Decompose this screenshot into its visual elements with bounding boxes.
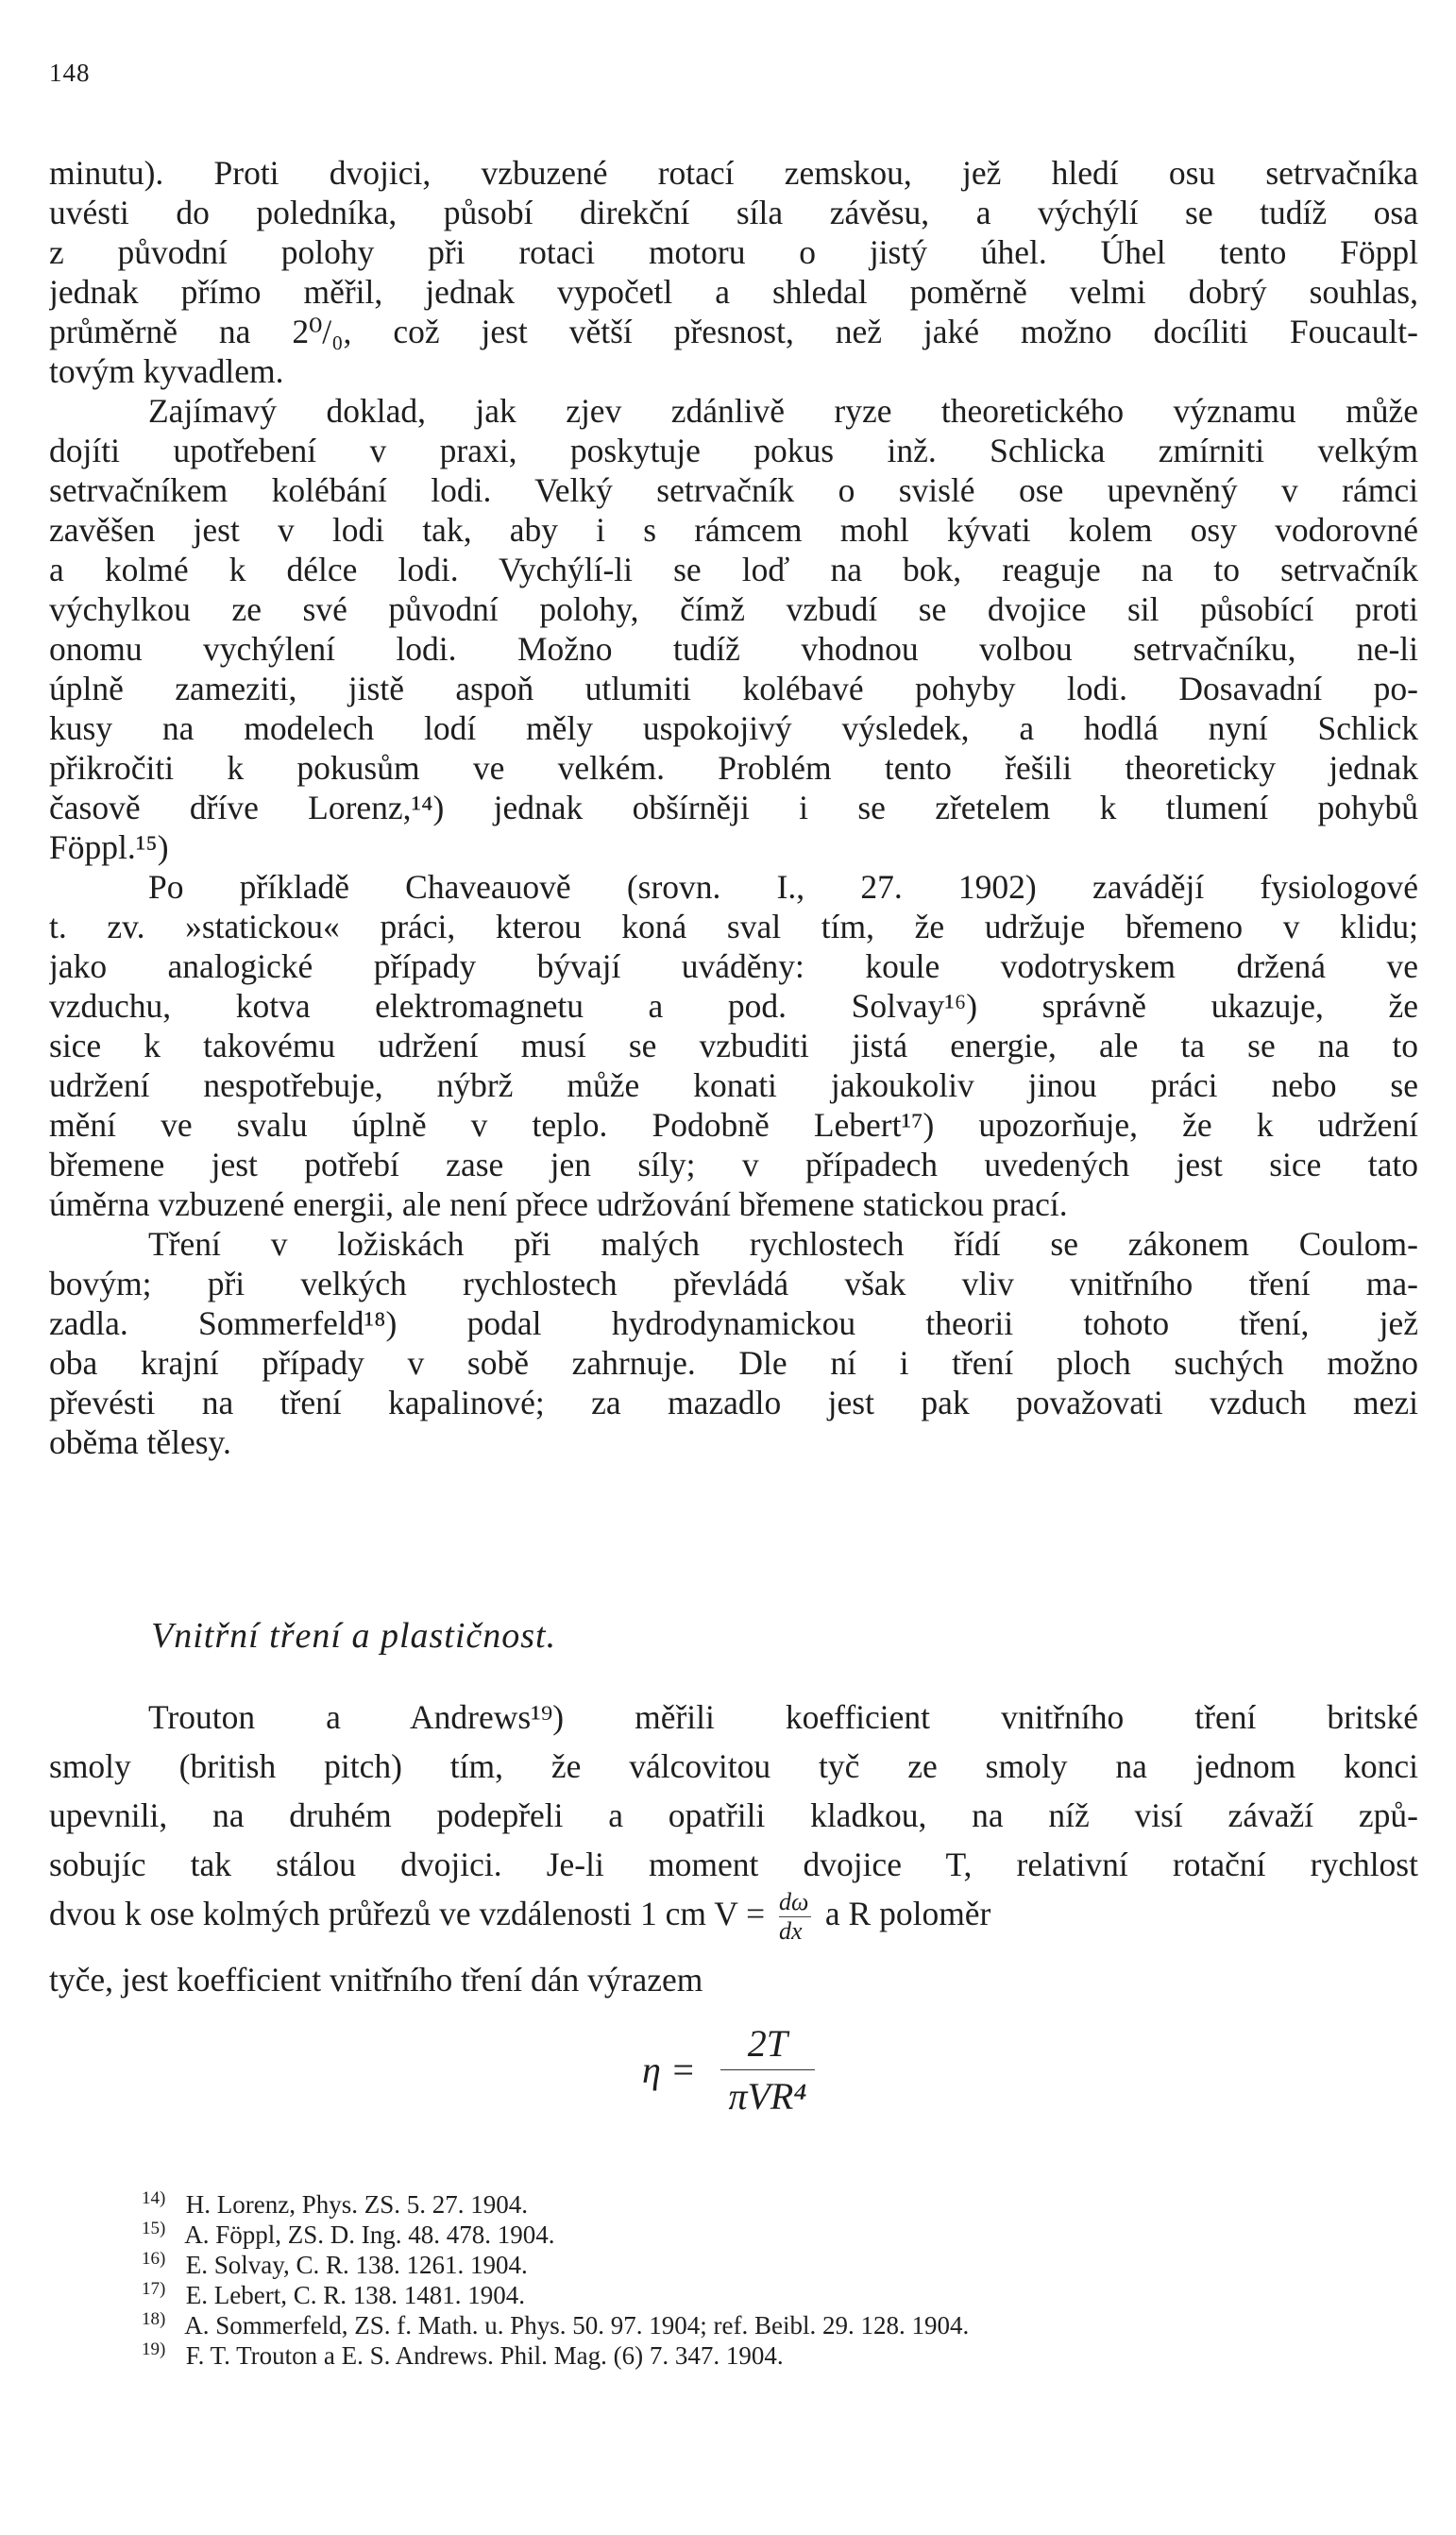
footnote-text: F. T. Trouton a E. S. Andrews. Phil. Mag. (6) 7. 347. 1904. [185, 2341, 784, 2370]
text-line: uvésti do poledníka, působí direkční síla závěsu, a výchýlí se tudíž osa [49, 194, 1418, 231]
text-line-with-fraction [49, 1889, 1418, 1955]
footnote-text: H. Lorenz, Phys. ZS. 5. 27. 1904. [185, 2190, 528, 2219]
text-line: kusy na modelech lodí měly uspokojivý výsledek, a hodlá nyní Schlick [49, 709, 1418, 747]
footnote: 18) A. Sommerfeld, ZS. f. Math. u. Phys. 50. 97. 1904; ref. Beibl. 29. 128. 1904. [142, 2309, 970, 2339]
equation-numerator: 2T [747, 2022, 787, 2065]
equation-fraction [720, 2021, 815, 2118]
text-line: tyče, jest koefficient vnitřního tření dán výrazem [49, 1961, 703, 1999]
text-line-part: dvou k ose kolmých průřezů ve vzdálenosti 1 cm V = [49, 1895, 766, 1932]
text-line: zadla. Sommerfeld¹⁸) podal hydrodynamickou theorii tohoto tření, jež [49, 1304, 1418, 1342]
fraction-denominator: dx [779, 1917, 803, 1946]
text-line: Trouton a Andrews¹⁹) měřili koefficient vnitřního tření britské [148, 1698, 1418, 1736]
text-line: sobujíc tak stálou dvojici. Je-li moment dvojice T, relativní rotační rychlost [49, 1846, 1418, 1883]
text-line: udržení nespotřebuje, nýbrž může konati jakoukoliv jinou práci nebo se [49, 1066, 1418, 1104]
text-line: oba krajní případy v sobě zahrnuje. Dle ní i tření ploch suchých možno [49, 1344, 1418, 1382]
equation-lhs: η = [642, 2049, 696, 2091]
footnote: 15) A. Föppl, ZS. D. Ing. 48. 478. 1904. [142, 2219, 555, 2249]
text-line: tovým kyvadlem. [49, 352, 284, 390]
fraction-bar [720, 2069, 815, 2070]
text-line: břemene jest potřebí zase jen síly; v případech uvedených jest sice tato [49, 1146, 1418, 1183]
section-heading: Vnitřní tření a plastičnost. [151, 1616, 557, 1656]
text-line: Tření v ložiskách při malých rychlostech řídí se zákonem Coulom- [148, 1225, 1418, 1263]
text-line: a kolmé k délce lodi. Vychýlí-li se loď na bok, reaguje na to setrvačník [49, 551, 1418, 588]
text-line: převésti na tření kapalinové; za mazadlo jest pak považovati vzduch mezi [49, 1384, 1418, 1421]
body-text [49, 153, 1418, 1462]
text-line: úplně zameziti, jistě aspoň utlumiti kolébavé pohyby lodi. Dosavadní po- [49, 670, 1418, 707]
text-line: zavěšen jest v lodi tak, aby i s rámcem mohl kývati kolem osy vodorovné [49, 511, 1418, 549]
text-line: bovým; při velkých rychlostech převládá však vliv vnitřního tření ma- [49, 1265, 1418, 1302]
text-line: upevnili, na druhém podepřeli a opatřili kladkou, na níž visí závaží způ- [49, 1796, 1418, 1834]
footnote-text: A. Sommerfeld, ZS. f. Math. u. Phys. 50. 97. 1904; ref. Beibl. 29. 128. 1904. [184, 2311, 970, 2339]
footnote-text: A. Föppl, ZS. D. Ing. 48. 478. 1904. [184, 2220, 555, 2249]
fraction-numerator: dω [779, 1889, 809, 1916]
footnote: 14) H. Lorenz, Phys. ZS. 5. 27. 1904. [142, 2188, 528, 2219]
body-text-section [49, 1693, 1418, 2004]
footnote-text: E. Solvay, C. R. 138. 1261. 1904. [185, 2251, 528, 2279]
footnote: 17) E. Lebert, C. R. 138. 1481. 1904. [142, 2279, 525, 2309]
text-line: dojíti upotřebení v praxi, poskytuje pokus inž. Schlicka zmírniti velkým [49, 432, 1418, 469]
text-line: onomu vychýlení lodi. Možno tudíž vhodnou volbou setrvačníku, ne-li [49, 630, 1418, 668]
text-line: t. zv. »statickou« práci, kterou koná sval tím, že udržuje břemeno v klidu; [49, 908, 1418, 945]
equation-denominator: πVR⁴ [728, 2075, 807, 2118]
text-line: jednak přímo měřil, jednak vypočetl a shledal poměrně velmi dobrý souhlas, [49, 273, 1418, 311]
text-line: smoly (british pitch) tím, že válcovitou tyč ze smoly na jednom konci [49, 1747, 1418, 1785]
text-line-part: a R poloměr [824, 1895, 991, 1932]
text-line: přikročiti k pokusům ve velkém. Problém tento řešili theoreticky jednak [49, 749, 1418, 787]
footnote-text: E. Lebert, C. R. 138. 1481. 1904. [185, 2281, 525, 2309]
text-line: mění ve svalu úplně v teplo. Podobně Lebert¹⁷) upozorňuje, že k udržení [49, 1106, 1418, 1144]
equation [642, 2021, 815, 2118]
text-line: průměrně na 2⁰/₀, což jest větší přesnost, než jaké možno docíliti Foucault- [49, 313, 1418, 350]
text-line: Föppl.¹⁵) [49, 828, 169, 866]
text-line: oběma tělesy. [49, 1423, 231, 1461]
text-line: výchylkou ze své původní polohy, čímž vzbudí se dvojice sil působící proti [49, 590, 1418, 628]
footnote: 16) E. Solvay, C. R. 138. 1261. 1904. [142, 2249, 528, 2279]
text-line: setrvačníkem kolébání lodi. Velký setrvačník o svislé ose upevněný v rámci [49, 471, 1418, 509]
inline-fraction [779, 1890, 811, 1944]
text-line: vzduchu, kotva elektromagnetu a pod. Solvay¹⁶) správně ukazuje, že [49, 987, 1418, 1025]
text-line: sice k takovému udržení musí se vzbuditi jistá energie, ale ta se na to [49, 1027, 1418, 1064]
text-line: jako analogické případy bývají uváděny: koule vodotryskem držená ve [49, 947, 1418, 985]
footnote: 19) F. T. Trouton a E. S. Andrews. Phil. Mag. (6) 7. 347. 1904. [142, 2339, 784, 2370]
footnotes [142, 2189, 1416, 2371]
text-line: z původní polohy při rotaci motoru o jistý úhel. Úhel tento Föppl [49, 233, 1418, 271]
text-line: Zajímavý doklad, jak zjev zdánlivě ryze theoretického významu může [148, 392, 1418, 430]
page-number: 148 [49, 59, 91, 87]
text-line: Po příkladě Chaveauově (srovn. I., 27. 1902) zavádějí fysiologové [148, 868, 1418, 906]
text-line: minutu). Proti dvojici, vzbuzené rotací zemskou, jež hledí osu setrvačníka [49, 154, 1418, 192]
text-line: úměrna vzbuzené energii, ale není přece udržování břemene statickou prací. [49, 1185, 1068, 1223]
text-line: časově dříve Lorenz,¹⁴) jednak obšírněji i se zřetelem k tlumení pohybů [49, 789, 1418, 826]
